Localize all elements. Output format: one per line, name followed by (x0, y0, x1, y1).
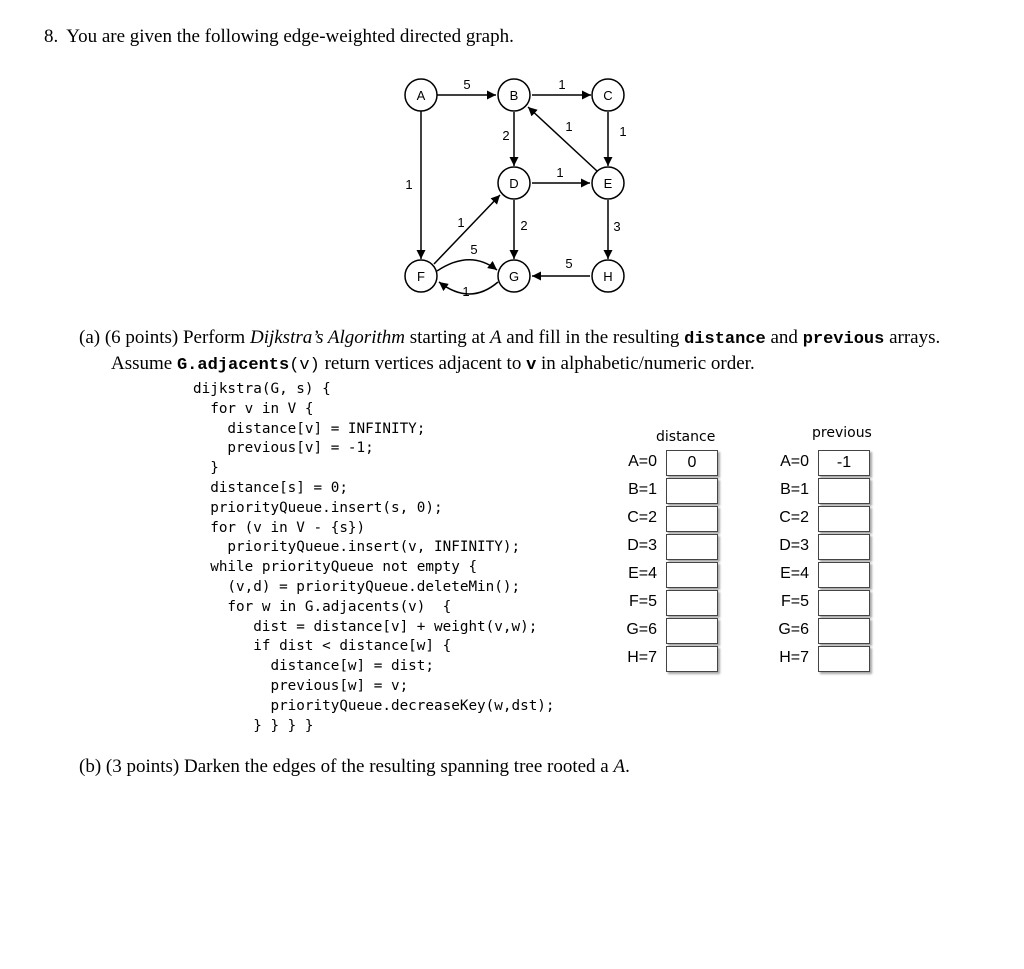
distance-row-label: F=5 (628, 593, 657, 610)
distance-cell[interactable] (666, 506, 718, 532)
code-line: for v in V { (193, 400, 314, 417)
code-line: for w in G.adjacents(v) { (193, 598, 452, 615)
previous-row-label: A=0 (780, 453, 809, 470)
weight-g-f: 1 (462, 284, 470, 299)
distance-cell[interactable] (666, 534, 718, 560)
previous-row-label: D=3 (779, 537, 809, 554)
node-label-h: H (603, 269, 613, 284)
part-a-text-7: in alphabetic/numeric order. (541, 353, 755, 374)
previous-header: previous (812, 425, 872, 441)
edge-f-d (434, 195, 500, 264)
distance-row-label: B=1 (628, 481, 657, 498)
part-b-period: . (625, 756, 630, 777)
code-line: priorityQueue.insert(s, 0); (193, 499, 443, 516)
previous-cell[interactable] (818, 562, 870, 588)
weight-f-d: 1 (457, 215, 465, 230)
code-line: while priorityQueue not empty { (193, 559, 478, 576)
edge-f-g (437, 260, 497, 271)
weight-d-g: 2 (520, 218, 528, 233)
question-number: 8. (44, 26, 59, 47)
previous-row-label: G=6 (778, 621, 809, 638)
pseudocode-block (193, 380, 555, 736)
node-label-g: G (508, 269, 520, 284)
part-a-text-3: and fill in the resulting (506, 327, 680, 348)
distance-cell[interactable] (666, 478, 718, 504)
previous-cell[interactable] (818, 646, 870, 672)
code-line: distance[s] = 0; (193, 479, 348, 496)
edge-e-b (528, 107, 597, 171)
code-line: dijkstra(G, s) { (193, 381, 331, 397)
previous-row-label: C=2 (779, 509, 809, 526)
distance-row-label: C=2 (627, 509, 657, 526)
distance-header: distance (656, 429, 716, 445)
adjacents-keyword: G.adjacents (176, 356, 290, 375)
code-line: priorityQueue.decreaseKey(w,dst); (193, 697, 555, 714)
start-vertex: A (489, 327, 502, 348)
v-keyword: v (526, 356, 537, 375)
code-line: dist = distance[v] + weight(v,w); (193, 618, 538, 635)
node-label-c: C (603, 88, 613, 103)
code-line: } } } } (193, 717, 314, 734)
part-a-text-1: Perform (182, 327, 246, 348)
distance-cell[interactable] (666, 590, 718, 616)
part-b-points: (3 points) (105, 756, 180, 777)
distance-row-label: G=6 (626, 621, 657, 638)
part-a-text-4: and (770, 327, 798, 348)
distance-cell[interactable] (666, 618, 718, 644)
root-vertex: A (613, 756, 626, 777)
code-line: } (193, 460, 219, 477)
code-line: priorityQueue.insert(v, INFINITY); (193, 539, 521, 556)
node-label-f: F (417, 269, 425, 284)
part-b-text (79, 756, 630, 778)
part-a-text-2: starting at (409, 327, 486, 348)
part-a-points: (6 points) (104, 327, 179, 348)
part-a-text-5: arrays. Assume (111, 327, 941, 374)
previous-row-label: B=1 (780, 481, 809, 498)
part-a-text-6: return vertices adjacent to (324, 353, 522, 374)
distance-cell[interactable] (666, 646, 718, 672)
node-label-d: D (509, 176, 519, 191)
weight-d-e: 1 (556, 165, 564, 180)
code-line: (v,d) = priorityQueue.deleteMin(); (193, 578, 521, 595)
adjacents-arg: (v) (289, 356, 320, 375)
distance-cell[interactable] (666, 562, 718, 588)
previous-cell[interactable] (818, 478, 870, 504)
node-label-b: B (509, 88, 519, 103)
distance-row-label: E=4 (628, 565, 657, 582)
distance-keyword: distance (684, 330, 766, 349)
weight-c-e: 1 (619, 124, 627, 139)
part-a-label: (a) (79, 327, 101, 348)
previous-cell[interactable]: -1 (818, 450, 870, 476)
weight-f-g: 5 (470, 242, 478, 257)
node-label-e: E (603, 176, 613, 191)
weight-b-c: 1 (558, 77, 566, 92)
previous-cell[interactable] (818, 618, 870, 644)
weight-a-b: 5 (463, 77, 471, 92)
code-line: previous[v] = -1; (193, 440, 374, 457)
part-b-instruction: Darken the edges of the resulting spanning tree rooted a (184, 756, 609, 777)
previous-cell[interactable] (818, 534, 870, 560)
distance-row-label: D=3 (627, 537, 657, 554)
code-line: previous[w] = v; (193, 677, 409, 694)
previous-row-label: F=5 (780, 593, 809, 610)
code-line: if dist < distance[w] { (193, 638, 452, 655)
previous-cell[interactable] (818, 506, 870, 532)
algorithm-name: Dijkstra’s Algorithm (249, 327, 405, 348)
part-a-text (79, 326, 979, 378)
weight-b-d: 2 (502, 128, 510, 143)
weight-e-b: 1 (565, 119, 573, 134)
weight-a-f: 1 (405, 177, 413, 192)
previous-row-label: E=4 (780, 565, 809, 582)
distance-cell[interactable]: 0 (666, 450, 718, 476)
code-line: for (v in V - {s}) (193, 519, 366, 536)
previous-row-label: H=7 (779, 649, 809, 666)
code-line: distance[v] = INFINITY; (193, 420, 426, 437)
previous-keyword: previous (802, 330, 885, 349)
distance-row-label: A=0 (628, 453, 657, 470)
weight-e-h: 3 (613, 219, 621, 234)
weight-h-g: 5 (565, 256, 573, 271)
code-line: distance[w] = dist; (193, 658, 435, 675)
previous-cell[interactable] (818, 590, 870, 616)
part-b-label: (b) (79, 756, 102, 777)
question-text: You are given the following edge-weighted directed graph. (66, 26, 514, 47)
distance-row-label: H=7 (627, 649, 657, 666)
graph-diagram (0, 0, 1024, 320)
node-label-a: A (416, 88, 426, 103)
